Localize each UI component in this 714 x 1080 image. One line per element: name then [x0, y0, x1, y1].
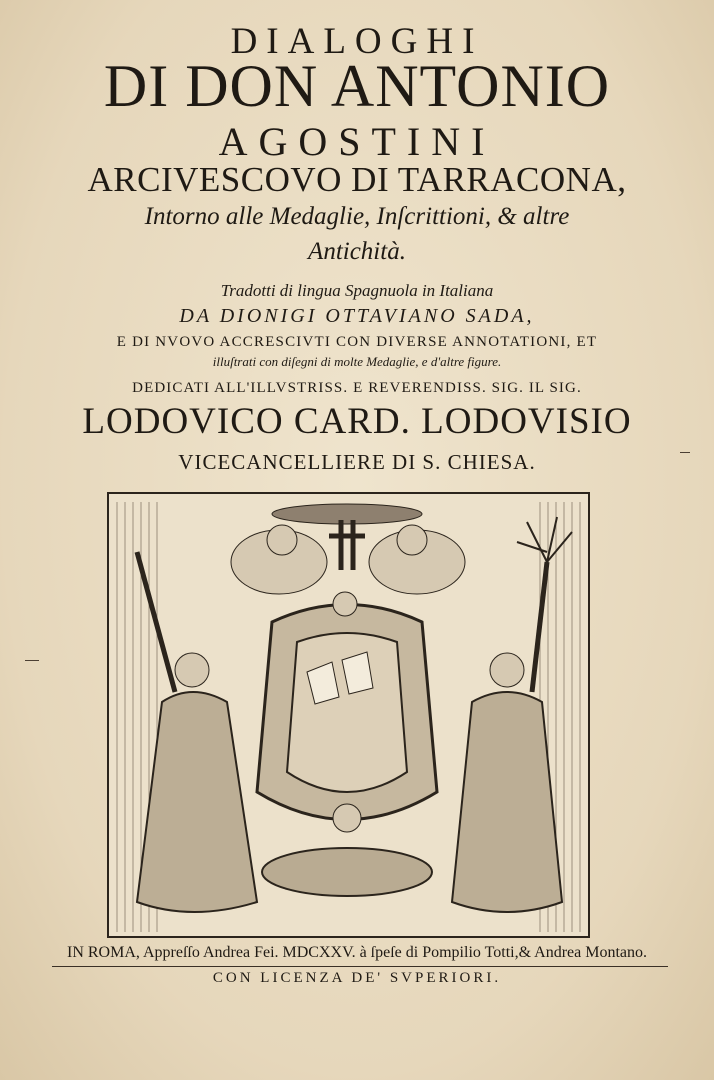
margin-ink-mark [25, 660, 39, 661]
subtitle-subject: Intorno alle Medaglie, Inſcrittioni, & altre [144, 203, 570, 230]
augmented-note: E DI NVOVO ACCRESCIVTI CON DIVERSE ANNOTATIONI, ET [116, 334, 598, 350]
illustrated-note: illuſtrati con diſegni di molte Medaglie, e d'altre figure. [212, 354, 502, 369]
subtitle-antiquities: Antichità. [308, 238, 406, 265]
title-author-line: DI DON ANTONIO [103, 53, 611, 119]
imprint-rule [52, 966, 668, 967]
coat-of-arms-engraving [107, 492, 590, 938]
title-office: ARCIVESCOVO DI TARRACONA, [87, 160, 627, 199]
dedication-line: DEDICATI ALL'ILLVSTRISS. E REVERENDISS. SIG. IL SIG. [132, 380, 582, 396]
imprint-license: CON LICENZA DE' SVPERIORI. [212, 970, 502, 986]
dedicatee-name: LODOVICO CARD. LODOVISIO [82, 401, 632, 442]
dedicatee-office: VICECANCELLIERE DI S. CHIESA. [178, 450, 536, 474]
translator-name: DA DIONIGI OTTAVIANO SADA, [179, 305, 535, 327]
imprint-publisher: IN ROMA, Appreſſo Andrea Fei. MDCXXV. à ſpeſe di Pompilio Totti,& Andrea Montano. [66, 944, 648, 961]
translation-note: Tradotti di lingua Spagnuola in Italiana [220, 281, 494, 300]
margin-ink-mark [680, 452, 690, 453]
title-dialoghi: DIALOGHI [230, 21, 484, 62]
title-surname: AGOSTINI [218, 119, 496, 164]
